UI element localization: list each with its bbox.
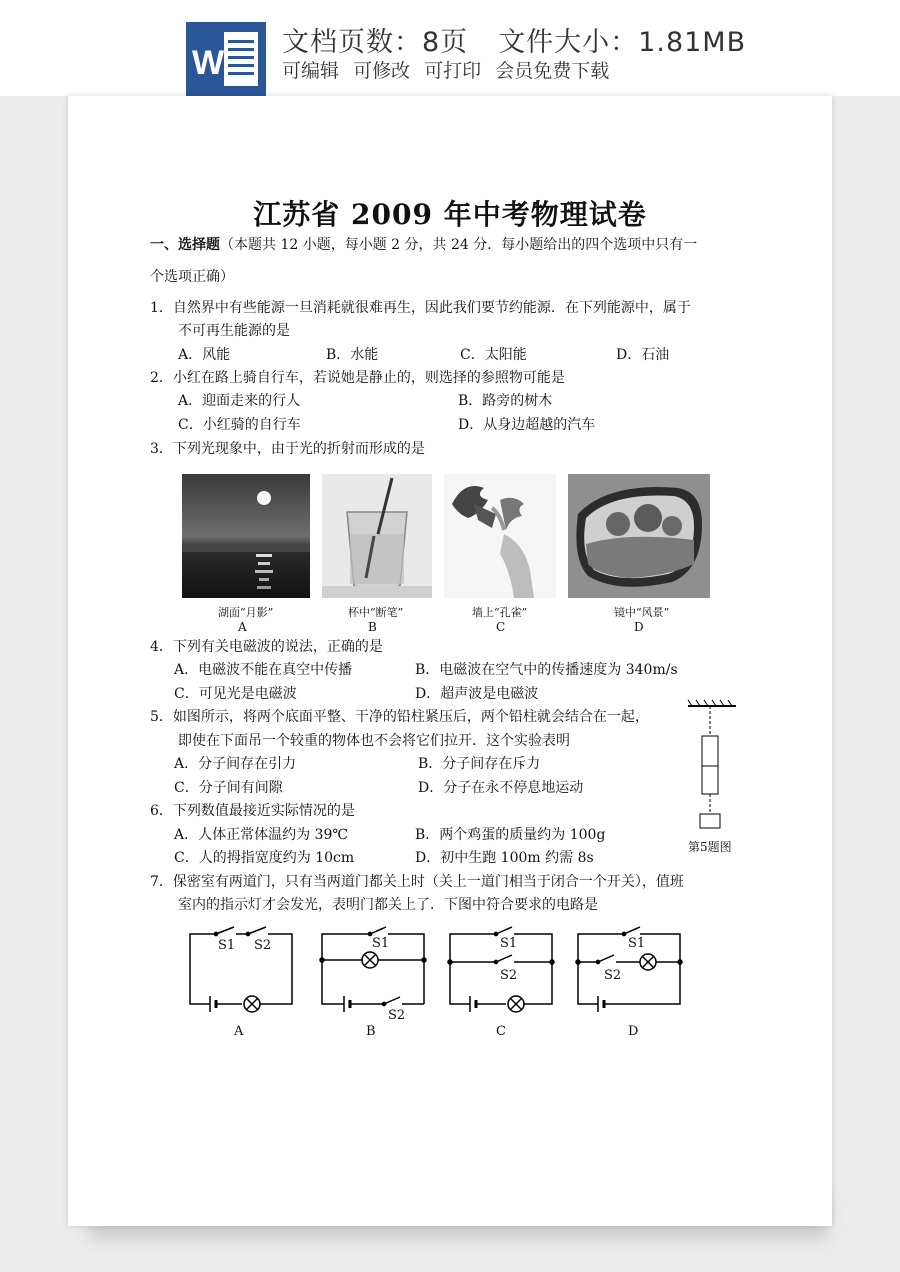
q5-stem: 即使在下面吊一个较重的物体也不会将它们拉开．这个实验表明: [178, 733, 570, 749]
circuit-d-letter: D: [628, 1024, 639, 1039]
q4-option-c: C．可见光是电磁波: [174, 686, 297, 702]
download-banner: [0, 0, 900, 96]
glass-pencil-photo: [322, 474, 432, 598]
q6-option-c: C．人的拇指宽度约为 10cm: [174, 850, 355, 866]
lead-cylinder-figure: [684, 700, 740, 834]
feature-item: 可修改: [353, 60, 411, 82]
q1-stem: 不可再生能源的是: [178, 323, 290, 339]
word-document-icon: [186, 22, 266, 96]
q1-option-b: B．水能: [326, 347, 379, 363]
circuit-d-s1-label: S1: [628, 936, 646, 951]
q5-figure-caption: 第5题图: [688, 840, 732, 854]
document-title: 江苏省 2009 年中考物理试卷: [253, 198, 647, 231]
q6-option-d: D．初中生跑 100m 约需 8s: [415, 850, 594, 866]
q2-option-b: B．路旁的树木: [458, 393, 553, 409]
circuit-a-s1-label: S1: [218, 938, 236, 953]
svg-text:W: W: [192, 44, 225, 82]
q5-stem: 5．如图所示，将两个底面平整、干净的铅柱紧压后，两个铅柱就会结合在一起，: [150, 709, 649, 725]
feature-item: 可编辑: [282, 60, 340, 82]
q3-caption-a: 湖面“月影”: [218, 606, 274, 619]
feature-item: 会员免费下载: [495, 60, 610, 82]
section-desc-2: 个选项正确）: [150, 269, 234, 285]
q4-option-a: A．电磁波不能在真空中传播: [174, 662, 353, 678]
q1-option-c: C．太阳能: [460, 347, 527, 363]
circuit-c-letter: C: [496, 1024, 506, 1039]
q2-stem: 2．小红在路上骑自行车，若说她是静止的，则选择的参照物可能是: [150, 370, 565, 386]
circuit-a-letter: A: [234, 1024, 244, 1039]
feature-list: [282, 56, 617, 83]
circuit-c-s2-label: S2: [500, 968, 518, 983]
q3-letter-d: D: [634, 620, 644, 634]
document-page: [68, 96, 832, 1226]
circuit-d-s2-label: S2: [604, 968, 622, 983]
circuit-b-s1-label: S1: [372, 936, 390, 951]
hand-shadow-photo: [444, 474, 556, 598]
circuit-b-letter: B: [366, 1024, 376, 1039]
q6-option-b: B．两个鸡蛋的质量约为 100g: [415, 827, 606, 843]
feature-item: 可打印: [424, 60, 482, 82]
q2-option-d: D．从身边超越的汽车: [458, 417, 596, 433]
q7-stem: 7．保密室有两道门，只有当两道门都关上时（关上一道门相当于闭合一个开关），值班: [150, 874, 684, 890]
section-heading-line: [150, 236, 697, 254]
q5-option-d: D．分子在永不停息地运动: [418, 780, 584, 796]
section-desc: （本题共 12 小题，每小题 2 分，共 24 分．每小题给出的四个选项中只有一: [220, 237, 698, 253]
q4-option-d: D．超声波是电磁波: [415, 686, 539, 702]
circuit-a-s2-label: S2: [254, 938, 272, 953]
car-mirror-photo: [568, 474, 710, 598]
q6-stem: 6．下列数值最接近实际情况的是: [150, 803, 355, 819]
q3-stem: 3．下列光现象中，由于光的折射而形成的是: [150, 441, 425, 457]
circuit-c-s1-label: S1: [500, 936, 518, 951]
q2-option-a: A．迎面走来的行人: [178, 393, 301, 409]
q3-caption-c: 墙上“孔雀”: [472, 606, 528, 619]
file-info: [282, 20, 776, 59]
q3-caption-d: 镜中“风景”: [614, 606, 670, 619]
q2-option-c: C．小红骑的自行车: [178, 417, 301, 433]
section-heading: 一、选择题: [150, 237, 220, 253]
q1-option-d: D．石油: [616, 347, 670, 363]
q6-option-a: A．人体正常体温约为 39℃: [174, 827, 349, 843]
q7-stem: 室内的指示灯才会发光，表明门都关上了．下图中符合要求的电路是: [178, 897, 598, 913]
q5-option-c: C．分子间有间隙: [174, 780, 283, 796]
q3-letter-a: A: [238, 620, 247, 634]
lake-moon-photo: [182, 474, 310, 598]
page-count: 文档页数：8页: [282, 27, 469, 58]
q5-option-a: A．分子间存在引力: [174, 756, 297, 772]
q4-option-b: B．电磁波在空气中的传播速度为 340m/s: [415, 662, 678, 678]
q1-stem: 1．自然界中有些能源一旦消耗就很难再生，因此我们要节约能源．在下列能源中，属于: [150, 300, 691, 316]
q3-caption-b: 杯中“断笔”: [348, 606, 404, 619]
q3-letter-c: C: [496, 620, 506, 634]
q4-stem: 4．下列有关电磁波的说法，正确的是: [150, 639, 383, 655]
file-size: 文件大小：1.81MB: [498, 27, 747, 58]
circuit-a: [190, 927, 292, 1012]
q5-option-b: B．分子间存在斥力: [418, 756, 541, 772]
q3-letter-b: B: [368, 620, 377, 634]
circuit-b-s2-label: S2: [388, 1008, 406, 1023]
q1-option-a: A．风能: [178, 347, 231, 363]
